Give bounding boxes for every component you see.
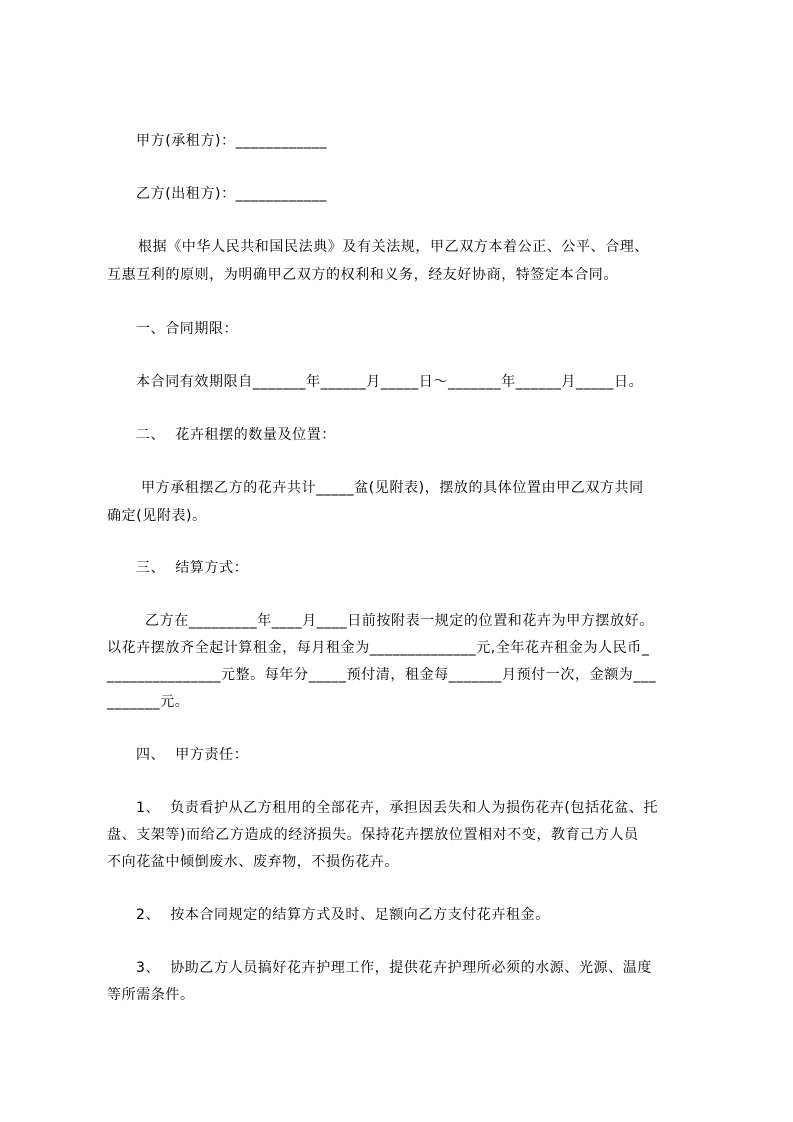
- intro-line-2: 互惠互利的原则，为明确甲乙双方的权利和义务，经友好协商，特签定本合同。: [107, 267, 618, 283]
- section-4-item-1-line-3: 不向花盆中倾倒废水、废弃物，不损伤花卉。: [107, 854, 399, 870]
- section-3-line-2: 以花卉摆放齐全起计算租金，每月租金为______________元,全年花卉租金为人民币_: [107, 640, 650, 656]
- section-4-item-1-line-1: 1、 负责看护从乙方租用的全部花卉，承担因丢失和人为损伤花卉(包括花盆、托: [136, 800, 659, 816]
- section-4-item-2: 2、 按本合同规定的结算方式及时、足额向乙方支付花卉租金。: [136, 907, 550, 923]
- section-3-line-1: 乙方在_________年____月____日前按附表一规定的位置和花卉为甲方摆放好。: [145, 613, 654, 629]
- intro-line-1: 根据《中华人民共和国民法典》及有关法规，甲乙双方本着公正、公平、合理、: [138, 239, 649, 255]
- section-3-line-3: _______________元整。每年分_____预付清，租金每_______月预付一次，金额为___: [107, 667, 657, 683]
- section-4-item-1-line-2: 盘、支架等)而给乙方造成的经济损失。保持花卉摆放位置相对不变，教育己方人员: [107, 827, 639, 843]
- section-1-heading: 一、合同期限：: [136, 321, 239, 337]
- party-b-line: 乙方(出租方)：____________: [136, 186, 327, 202]
- section-3-heading: 三、 结算方式：: [136, 560, 249, 576]
- section-2-line-1: 甲方承租摆乙方的花卉共计_____盆(见附表)，摆放的具体位置由甲乙双方共同: [141, 480, 644, 496]
- section-4-item-3-line-1: 3、 协助乙方人员搞好花卉护理工作，提供花卉护理所必须的水源、光源、温度: [136, 960, 653, 976]
- party-a-line: 甲方(承租方)：____________: [136, 133, 327, 149]
- section-1-body: 本合同有效期限自_______年______月_____日～_______年______月_____日。: [136, 374, 644, 390]
- section-4-heading: 四、 甲方责任：: [136, 747, 249, 763]
- section-2-heading: 二、 花卉租摆的数量及位置：: [136, 427, 336, 443]
- section-3-line-4: _______元。: [107, 694, 190, 710]
- section-2-line-2: 确定(见附表)。: [107, 508, 207, 524]
- section-4-item-3-line-2: 等所需条件。: [107, 987, 195, 1003]
